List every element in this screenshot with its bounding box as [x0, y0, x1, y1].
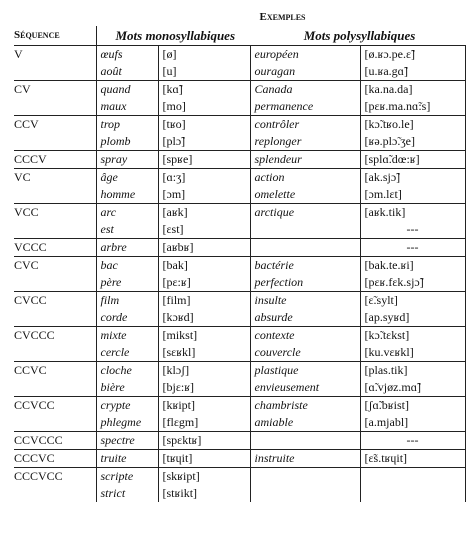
mono-word-cell: cercle — [100, 345, 130, 359]
poly-word-cell: permanence — [254, 99, 314, 113]
poly-phonetic-cell: [ak.sjɔ̃] — [360, 169, 465, 187]
mono-word-cell: film — [96, 292, 158, 310]
mono-phonetic-cell: [aʁbʁ] — [158, 239, 250, 257]
mono-word-cell: plomb — [100, 134, 131, 148]
mono-phonetic-cell: [aʁk] — [158, 204, 250, 222]
mono-word-cell: maux — [100, 99, 127, 113]
poly-phonetic-cell: [ʃɑ̃.bʁist] — [360, 397, 465, 415]
sequence-header: Séquence — [14, 26, 96, 46]
poly-word-cell: instruite — [250, 450, 360, 468]
poly-word-cell: arctique — [250, 204, 360, 222]
table-row — [14, 414, 465, 432]
mono-header: Mots monosyllabiques — [115, 28, 236, 43]
poly-phonetic-cell: [bak.te.ʁi] — [360, 257, 465, 275]
mono-phonetic-cell: [bak] — [158, 257, 250, 275]
poly-word-cell: chambriste — [250, 397, 360, 415]
mono-phonetic-cell: [ɑ:ʒ] — [158, 169, 250, 187]
sequence-cell — [14, 274, 96, 292]
mono-word-cell: crypte — [96, 397, 158, 415]
table-row — [14, 432, 465, 450]
sequence-cell — [14, 379, 96, 397]
poly-word-cell — [250, 239, 360, 257]
mono-word-cell: est — [100, 222, 114, 236]
sequence-cell — [14, 186, 96, 204]
sequence-cell: CCCV — [14, 151, 96, 169]
mono-word-cell: strict — [100, 486, 126, 500]
mono-word-cell: quand — [96, 81, 158, 99]
sequence-cell — [14, 414, 96, 432]
poly-phonetic-cell: [ɛ̃s.tʁɥit] — [360, 450, 465, 468]
table-row — [14, 468, 465, 486]
mono-word-cell: phlegme — [100, 415, 142, 429]
poly-word-cell: amiable — [254, 415, 294, 429]
poly-phonetic-cell — [360, 485, 465, 502]
poly-word-cell — [250, 432, 360, 450]
sequence-cell — [14, 98, 96, 116]
poly-phonetic-cell: [pɛʁ.fɛk.sjɔ̃] — [360, 274, 465, 292]
header-spacer — [14, 9, 96, 26]
mono-word-cell: août — [100, 64, 122, 78]
mono-word-cell: scripte — [96, 468, 158, 486]
mono-phonetic-cell: [klɔʃ] — [158, 362, 250, 380]
mono-phonetic-cell: [tʁɥit] — [158, 450, 250, 468]
sequence-cell — [14, 133, 96, 151]
mono-phonetic-cell: [pɛ:ʁ] — [158, 274, 250, 292]
poly-word-cell: absurde — [254, 310, 293, 324]
mono-word-cell: arbre — [96, 239, 158, 257]
sequence-cell — [14, 221, 96, 239]
table-row — [14, 274, 465, 292]
mono-phonetic-cell: [sɛʁkl] — [158, 344, 250, 362]
poly-phonetic-cell: --- — [360, 432, 465, 450]
mono-word-cell: trop — [96, 116, 158, 134]
table-body — [14, 46, 465, 503]
poly-word-cell: plastique — [250, 362, 360, 380]
sequence-cell: CCCVCC — [14, 468, 96, 486]
sequence-cell: CVCC — [14, 292, 96, 310]
poly-word-cell: Canada — [250, 81, 360, 99]
sequence-cell — [14, 344, 96, 362]
poly-phonetic-cell: [u.ʁa.gɑ̃] — [360, 63, 465, 81]
mono-word-cell: arc — [96, 204, 158, 222]
poly-phonetic-cell: [ɑ̃.vjøz.mɑ̃] — [360, 379, 465, 397]
poly-phonetic-cell: [ku.vɛʁkl] — [360, 344, 465, 362]
poly-phonetic-cell: --- — [360, 239, 465, 257]
sequence-cell: CCVC — [14, 362, 96, 380]
sequence-cell: VCCC — [14, 239, 96, 257]
mono-word-cell: spray — [96, 151, 158, 169]
mono-phonetic-cell: [stʁikt] — [158, 485, 250, 502]
table-row — [14, 257, 465, 275]
table-row — [14, 81, 465, 99]
poly-word-cell — [250, 468, 360, 486]
sequence-cell: CVCCC — [14, 327, 96, 345]
table-row — [14, 379, 465, 397]
mono-phonetic-cell: [spʁe] — [158, 151, 250, 169]
poly-word-cell: contexte — [250, 327, 360, 345]
poly-phonetic-cell: [plas.tik] — [360, 362, 465, 380]
table-row — [14, 221, 465, 239]
poly-word-cell — [250, 485, 360, 502]
table-row — [14, 46, 465, 64]
mono-word-cell: âge — [96, 169, 158, 187]
syllable-sequence-table — [14, 9, 465, 502]
mono-word-cell: corde — [100, 310, 128, 324]
poly-word-cell: ouragan — [254, 64, 296, 78]
poly-phonetic-cell: [a.mjabl] — [360, 414, 465, 432]
mono-phonetic-cell: [flɛgm] — [158, 414, 250, 432]
mono-word-cell: œufs — [96, 46, 158, 64]
mono-phonetic-cell: [kɑ̃] — [158, 81, 250, 99]
mono-word-cell: mixte — [96, 327, 158, 345]
table-row — [14, 169, 465, 187]
mono-phonetic-cell: [ɔm] — [158, 186, 250, 204]
mono-phonetic-cell: [tʁo] — [158, 116, 250, 134]
mono-phonetic-cell: [mo] — [158, 98, 250, 116]
poly-phonetic-cell: [ø.ʁɔ.pe.ɛ̃] — [360, 46, 465, 64]
poly-phonetic-cell: [ap.syʁd] — [360, 309, 465, 327]
poly-word-cell: splendeur — [250, 151, 360, 169]
sequence-cell: CCVCCC — [14, 432, 96, 450]
poly-word-cell: couvercle — [254, 345, 301, 359]
poly-word-cell: insulte — [250, 292, 360, 310]
mono-word-cell: bac — [96, 257, 158, 275]
examples-header: Exemples — [259, 11, 306, 23]
mono-phonetic-cell: [mikst] — [158, 327, 250, 345]
mono-phonetic-cell: [ɛst] — [158, 221, 250, 239]
mono-phonetic-cell: [bjɛ:ʁ] — [158, 379, 250, 397]
poly-word-cell: action — [250, 169, 360, 187]
table-row — [14, 186, 465, 204]
mono-phonetic-cell: [kɔʁd] — [158, 309, 250, 327]
poly-phonetic-cell: [ka.na.da] — [360, 81, 465, 99]
mono-phonetic-cell: [kʁipt] — [158, 397, 250, 415]
mono-phonetic-cell: [film] — [158, 292, 250, 310]
mono-phonetic-cell: [spɛktʁ] — [158, 432, 250, 450]
poly-phonetic-cell: [ʁə.plɔ̃.ʒe] — [360, 133, 465, 151]
mono-phonetic-cell: [skʁipt] — [158, 468, 250, 486]
table-row — [14, 204, 465, 222]
poly-phonetic-cell: [splɑ̃.dœ:ʁ] — [360, 151, 465, 169]
poly-word-cell: replonger — [254, 134, 302, 148]
mono-word-cell: père — [100, 275, 122, 289]
poly-word-cell: perfection — [254, 275, 304, 289]
table-row — [14, 327, 465, 345]
table-row — [14, 485, 465, 502]
table-row — [14, 344, 465, 362]
table-row — [14, 151, 465, 169]
poly-phonetic-cell: [kɔ̃.tɛkst] — [360, 327, 465, 345]
sequence-cell: CCCVC — [14, 450, 96, 468]
mono-phonetic-cell: [ø] — [158, 46, 250, 64]
poly-word-cell: contrôler — [250, 116, 360, 134]
sequence-cell: CVC — [14, 257, 96, 275]
mono-word-cell: spectre — [96, 432, 158, 450]
poly-word-cell: envieusement — [254, 380, 320, 394]
poly-phonetic-cell — [360, 468, 465, 486]
poly-phonetic-cell: [aʁk.tik] — [360, 204, 465, 222]
poly-header: Mots polysyllabiques — [303, 28, 416, 43]
mono-word-cell: cloche — [96, 362, 158, 380]
table-row — [14, 397, 465, 415]
poly-phonetic-cell: [ɛ̃.sylt] — [360, 292, 465, 310]
poly-word-cell: omelette — [254, 187, 296, 201]
mono-word-cell: bière — [100, 380, 125, 394]
poly-word-cell: européen — [250, 46, 360, 64]
table-row — [14, 239, 465, 257]
poly-phonetic-cell: --- — [360, 221, 465, 239]
poly-phonetic-cell: [kɔ̃.tʁo.le] — [360, 116, 465, 134]
sequence-cell: V — [14, 46, 96, 64]
mono-phonetic-cell: [u] — [158, 63, 250, 81]
poly-phonetic-cell: [ɔm.lɛt] — [360, 186, 465, 204]
sequence-cell — [14, 485, 96, 502]
sequence-cell: VCC — [14, 204, 96, 222]
table-row — [14, 116, 465, 134]
mono-word-cell: homme — [100, 187, 136, 201]
sequence-cell: CCV — [14, 116, 96, 134]
sequence-cell: VC — [14, 169, 96, 187]
table-row — [14, 133, 465, 151]
poly-word-cell: bactérie — [250, 257, 360, 275]
table-row — [14, 98, 465, 116]
table-row — [14, 292, 465, 310]
table-row — [14, 309, 465, 327]
sequence-cell: CV — [14, 81, 96, 99]
mono-phonetic-cell: [plɔ̃] — [158, 133, 250, 151]
poly-word-cell — [250, 221, 360, 239]
sequence-cell: CCVCC — [14, 397, 96, 415]
table-row — [14, 362, 465, 380]
poly-phonetic-cell: [pɛʁ.ma.nɑ̃:s] — [360, 98, 465, 116]
sequence-cell — [14, 309, 96, 327]
table-row — [14, 63, 465, 81]
mono-word-cell: truite — [96, 450, 158, 468]
table-row — [14, 450, 465, 468]
sequence-cell — [14, 63, 96, 81]
